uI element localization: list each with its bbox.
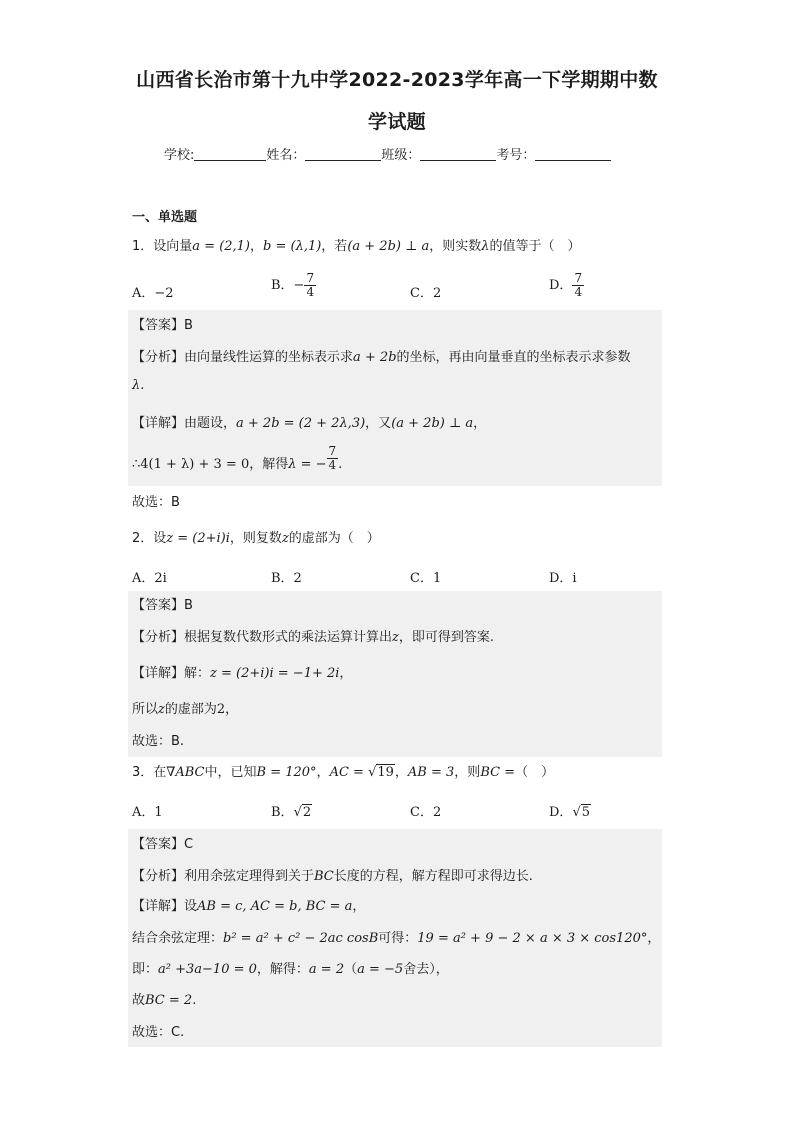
q3-option-d: D．√5 (549, 805, 591, 820)
q3-detail-step4: 故BC = 2. (132, 993, 197, 1008)
q3-analysis: 【分析】利用余弦定理得到关于BC长度的方程，解方程即可求得边长. (132, 869, 533, 884)
q2-option-d: D．i (549, 571, 577, 586)
q1-vector-a: a = (2,1) (192, 239, 251, 254)
page-title-line2: 学试题 (368, 111, 426, 133)
q1-option-d: D． $\frac{7}{4}$ (549, 271, 583, 299)
student-info-line (164, 144, 644, 163)
q3-option-b: B．√2 (271, 805, 312, 820)
q1-choose: 故选：B (132, 495, 180, 510)
q2-analysis: 【分析】根据复数代数形式的乘法运算计算出z，即可得到答案. (132, 630, 495, 645)
q2-option-c: C．1 (410, 571, 442, 586)
q1-option-a: A．−2 (132, 286, 174, 301)
school-label: 学校: (164, 148, 195, 163)
q3-detail-step2: 结合余弦定理：b² = a² + c² − 2ac cosB可得：19 = a² + 9 − 2 × a × 3 × cos120°， (132, 931, 661, 946)
q2-answer: 【答案】B (132, 598, 193, 613)
q1-vector-b: b = (λ,1) (263, 239, 322, 254)
q3-answer: 【答案】C (132, 837, 194, 852)
q1-answer: 【答案】B (132, 318, 193, 333)
q1-analysis: 【分析】由向量线性运算的坐标表示求a + 2b的坐标，再由向量垂直的坐标表示求参数 (132, 350, 631, 365)
q2-detail: 【详解】解：z = (2+i)i = −1+ 2i， (132, 666, 353, 681)
q1-detail: 【详解】由题设，a + 2b = (2 + 2λ,3)，又(a + 2b) ⊥ a， (132, 416, 487, 431)
q2-option-a: A．2i (132, 571, 167, 586)
q3-stem: 3．在∇ABC中，已知B = 120°，AC = √19，AB = 3，则BC =（ ） (132, 765, 555, 780)
number-blank[interactable] (535, 146, 611, 161)
name-label: 姓名： (266, 148, 306, 163)
q3-detail-step3: 即：a² +3a−10 = 0，解得：a = 2（a = −5舍去）， (132, 962, 449, 977)
q3-detail: 【详解】设AB = c, AC = b, BC = a， (132, 899, 366, 914)
class-label: 班级： (381, 148, 421, 163)
q1-option-b: B．− $\frac{7}{4}$ (271, 271, 315, 299)
q3-option-c: C．2 (410, 805, 442, 820)
number-label: 考号： (496, 148, 536, 163)
q2-stem: 2．设z = (2+i)i，则复数z的虚部为（ ） (132, 531, 380, 546)
q2-choose: 故选：B. (132, 734, 185, 749)
class-blank[interactable] (420, 146, 496, 161)
q1-stem: 1．设向量a = (2,1)，b = (λ,1)，若(a + 2b) ⊥ a，则实数λ的值等于（ ） (132, 239, 581, 254)
q3-option-a: A．1 (132, 805, 163, 820)
q2-option-b: B．2 (271, 571, 302, 586)
q1-option-c: C．2 (410, 286, 442, 301)
name-blank[interactable] (305, 146, 381, 161)
section-heading: 一、单选题 (132, 210, 198, 225)
q1-detail-step2: ∴4(1 + λ) + 3 = 0，解得λ = − $\frac{7}{4}$ . (132, 444, 343, 472)
page-title-line1: 山西省长治市第十九中学2022-2023学年高一下学期期中数 (136, 69, 658, 91)
q1-analysis-cont: λ. (132, 378, 145, 393)
school-blank[interactable] (194, 146, 266, 161)
q2-detail-step2: 所以z的虚部为2， (132, 702, 239, 717)
q3-choose: 故选：C. (132, 1025, 185, 1040)
q1-perp: (a + 2b) ⊥ a (347, 239, 430, 254)
